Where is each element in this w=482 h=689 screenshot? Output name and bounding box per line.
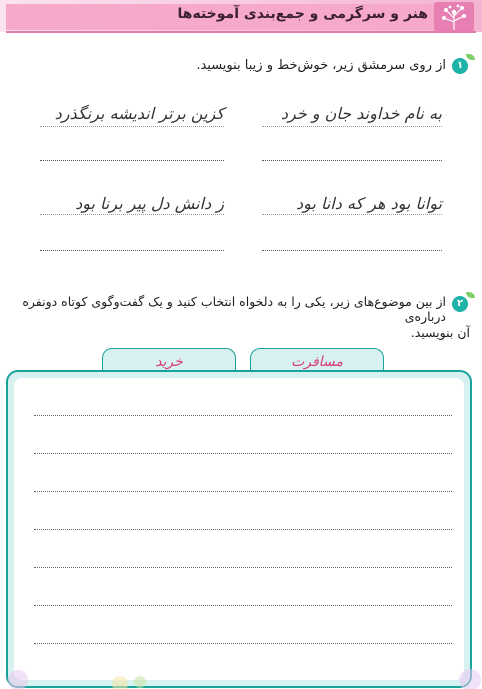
- calligraphy-baseline: [40, 214, 224, 215]
- tree-ornament-icon: [434, 2, 474, 32]
- writing-line[interactable]: [34, 491, 452, 492]
- question-2-instruction-line1: از بین موضوع‌های زیر، یکی را به دلخواه انتخاب کنید و یک گفت‌وگوی کوتاه دونفره درباره‌ی: [22, 294, 446, 324]
- page-header: [0, 0, 482, 32]
- calligraphy-line-1-right: به نام خداوند جان و خرد: [280, 104, 442, 123]
- calligraphy-line-2-left: ز دانش دل پیر برنا بود: [75, 194, 224, 213]
- writing-line[interactable]: [262, 250, 442, 251]
- question-2-instruction-line2: آن بنویسید.: [410, 325, 470, 340]
- writing-line[interactable]: [34, 529, 452, 530]
- calligraphy-baseline: [262, 214, 442, 215]
- calligraphy-line-2-right: توانا بود هر که دانا بود: [296, 194, 442, 213]
- leaf-icon: [466, 292, 475, 298]
- writing-line[interactable]: [34, 605, 452, 606]
- question-2-badge: ۲: [452, 296, 468, 312]
- writing-line[interactable]: [34, 643, 452, 644]
- question-1-badge: ۱: [452, 58, 468, 74]
- writing-line[interactable]: [34, 453, 452, 454]
- writing-line[interactable]: [262, 160, 442, 161]
- calligraphy-baseline: [40, 126, 224, 127]
- writing-line[interactable]: [40, 250, 224, 251]
- writing-area-inner: [14, 378, 464, 680]
- leaf-icon: [466, 54, 475, 60]
- tab-travel[interactable]: مسافرت: [250, 348, 384, 375]
- tab-shopping[interactable]: خرید: [102, 348, 236, 375]
- page-title: هنر و سرگرمی و جمع‌بندی آموخته‌ها: [177, 6, 428, 22]
- question-1-instruction: از روی سرمشق زیر، خوش‌خط و زیبا بنویسید.: [196, 58, 446, 73]
- writing-area: [6, 370, 472, 688]
- header-divider: [6, 31, 476, 33]
- writing-line[interactable]: [34, 567, 452, 568]
- writing-line[interactable]: [40, 160, 224, 161]
- calligraphy-baseline: [262, 126, 442, 127]
- writing-line[interactable]: [34, 415, 452, 416]
- calligraphy-line-1-left: کزین برتر اندیشه برنگذرد: [54, 104, 224, 123]
